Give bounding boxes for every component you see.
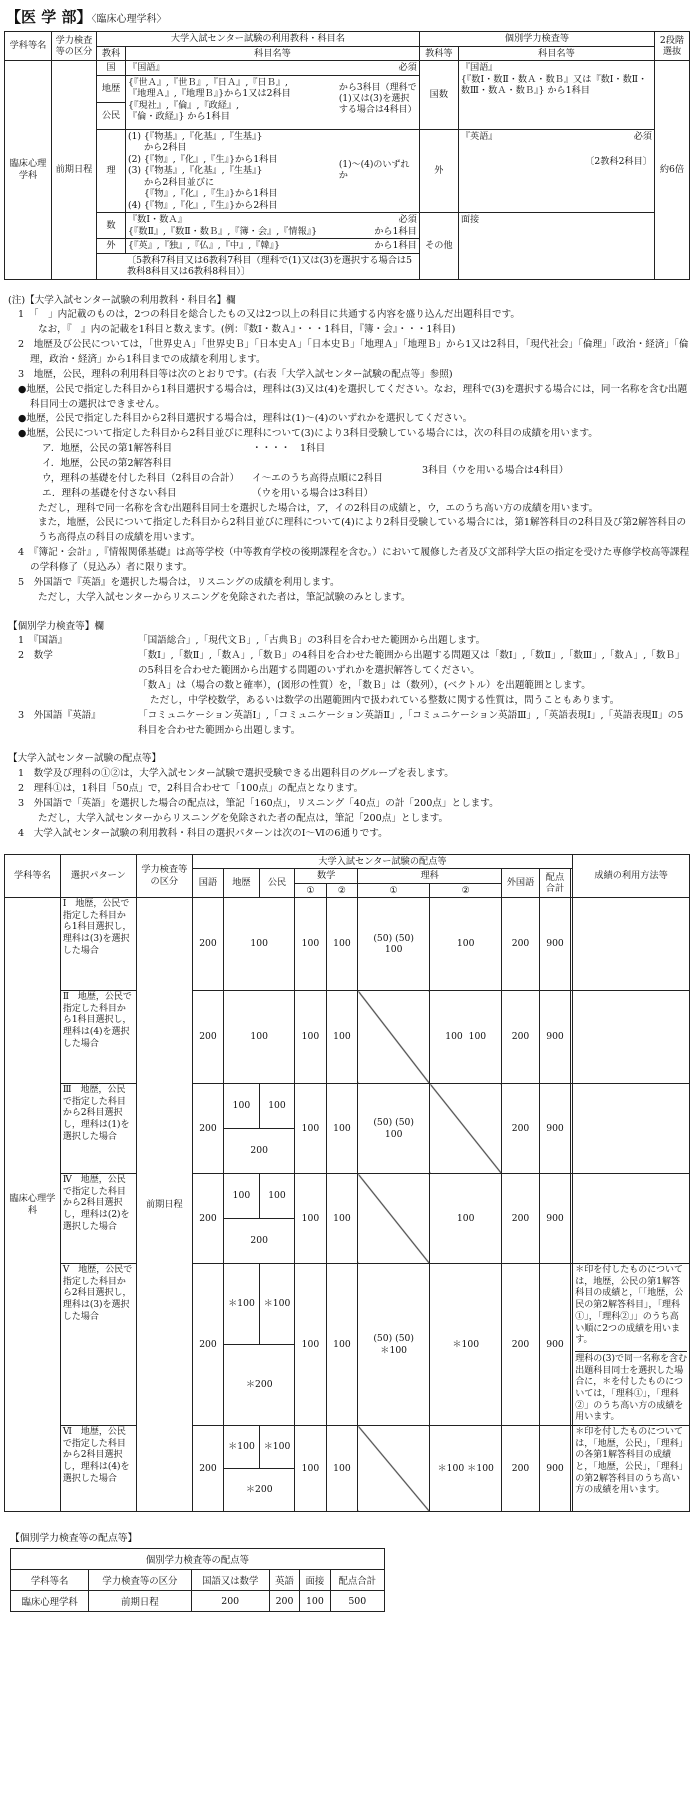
subject-table: 学科等名 学力検査等の区分 大学入試センター試験の利用教科・科目名 個別学力検査等 2段階選抜 教科 科目名等 教科等 科目名等 臨床心理学科 前期日程 国 『国語』 必須 国数 『国語』 {『数Ⅰ・数Ⅱ・数Ａ・数Ｂ』又は『数Ⅰ・数Ⅱ・数Ⅲ・数Ａ・数Ｂ』} から1科目 約6倍 地歴 公民 {『世Ａ』,『世Ｂ』,『日Ａ』,『日Ｂ』, 『地理Ａ』,『地理Ｂ』}から1又は2科目 {『現社』,『倫』,『政経』, 『倫・政経』} から1科目 から3科目（理科で(1)又は(3)を選択する場合は4科目） 理 (1) {『物基』,『化基』,『生基』} から2科目 (2) {『物』,『化』,『生』}から1科目 (3) {『物基』,『化基』,『生基』} から2科目並びに {『物』,『化』,『生』}から1科目 (4) {『物』,『化』,『生』}から2科目 (1)〜(4)のいずれか 外 『英語』 必須 〔2教科2科目〕 数 『数Ⅰ・数Ａ』 必須 {『数Ⅱ』,『数Ⅱ・数Ｂ』,『簿・会』,『情報』} から1科目 その他 面接 外 {『英』,『独』,『仏』,『中』,『韓』} から1科目 〔5教科7科目又は6教科7科目（理科で(1)又は(3)を選択する場合は5教科8科目又は6教科8科目）〕: [4, 31, 690, 280]
pattern-row: 臨床心理学科 Ⅰ 地歴，公民で指定した科目から1科目選択し，理科は(3)を選択した場合 前期日程 200 100 100 100 (50) (50) 100 100 200 900: [5, 898, 690, 991]
col-center: 大学入試センター試験の利用教科・科目名: [97, 32, 420, 47]
center-math: 『数Ⅰ・数Ａ』 必須 {『数Ⅱ』,『数Ⅱ・数Ｂ』,『簿・会』,『情報』} から1科目: [126, 213, 420, 239]
center-kokugo: 『国語』 必須: [126, 61, 420, 76]
col-division: 学力検査等の区分: [52, 32, 97, 61]
notes: (注)【大学入試センター試験の利用教科・科目名】欄 1 「 」内記載のものは，2つの科目を総合したもの又は2つ以上の科目に共通する内容を盛り込んだ出題科目です。 なお，『 』内の記載を1科目と数えます。(例：『数Ⅰ・数Ａ』・・・1科目，『簿・会』・・・1科目) 2 地歴及び公民については，「世界史Ａ」「世界史Ｂ」「日本史Ａ」「日本史Ｂ」「地理Ａ」「地理Ｂ」から1又は2科目，「現代社会」「倫理」「政治・経済」「倫理，政治・経済」から1科目までの成績を利用します。 3 地歴，公民，理科の利用科目等は次のとおりです。(右表「大学入試センター試験の配点等」参照) ●地歴，公民で指定した科目から1科目選択する場合は，理科は(3)又は(4)を選択してください。なお，理科で(3)を選択する場合には，同一名称を含む出題科目同士の選択はできません。 ●地歴，公民で指定した科目から2科目選択する場合は，理科は(1)〜(4)のいずれかを選択してください。 ●地歴，公民について指定した科目から2科目並びに理科について(3)により3科目受験している場合には，次の科目の成績を用います。 ア．地歴，公民の第1解答科目 イ．地歴，公民の第2解答科目 ウ，理科の基礎を付した科目（2科目の合計） エ．理科の基礎を付さない科目 ・・・・ 1科目 イ〜エのうち高得点順に2科目 （ウを用いる場合は3科目） 3科目（ウを用いる場合は4科目） ただし，理科で同一名称を含む出題科目同士を選択した場合は，ア，イの2科目の成績と，ウ，エのうち高い方の成績を用います。 また，地歴，公民について指定した科目から2科目並びに理科について(4)により2科目受験している場合には，第1解答科目の2科目及び第2解答科目のうち高得点の科目の成績を用います。 4 『簿記・会計』,『情報関係基礎』は高等学校（中等教育学校の後期課程を含む。）において履修した者及び文部科学大臣の指定を受けた専修学校高等課程の学科修了（見込み）者に限ります。 5 外国語で『英語』を選択した場合は，リスニングの成績を利用します。 ただし，大学入試センターからリスニングを免除された者は，筆記試験のみとします。 【個別学力検査等】欄 1 『国語』 「国語総合」,「現代文Ｂ」,「古典Ｂ」の3科目を合わせた範囲から出題します。 2 数学 「数Ⅰ」,「数Ⅱ」,「数Ａ」,「数Ｂ」の4科目を合わせた範囲から出題する問題又は「数Ⅰ」,「数Ⅱ」,「数Ⅲ」,「数Ａ」,「数Ｂ」の5科目を合わせた範囲から出題する問題のいずれかを選択解答してください。 「数Ａ」は（場合の数と確率），(図形の性質）を，「数Ｂ」は（数列），(ベクトル）を出題範囲とします。 ただし，中学校数学，あるいは数学の出題範囲内で扱われている整数に関する性質は，問うこともあります。 3 外国語『英語』 「コミュニケーション英語Ⅰ」,「コミュニケーション英語Ⅱ」,「コミュニケーション英語Ⅲ」,「英語表現Ⅰ」,「英語表現Ⅱ」の5科目を合わせた範囲から出題します。 【大学入試センター試験の配点等】 1 数学及び理科の①②は，大学入試センター試験で選択受験できる出題科目のグループを表します。 2 理科①は，1科目「50点」で，2科目合わせて「100点」の配点となります。 3 外国語で「英語」を選択した場合の配点は，筆記「160点」，リスニング「40点」の計「200点」とします。 ただし，大学入試センターからリスニングを免除された者の配点は，筆記「200点」とします。 4 大学入試センター試験の利用教科・科目の選択パターンは次のⅠ〜Ⅵの6通りです。: [8, 294, 690, 839]
center-science: (1) {『物基』,『化基』,『生基』} から2科目 (2) {『物』,『化』,『生』}から1科目 (3) {『物基』,『化基』,『生基』} から2科目並びに {『物』,『化』,『生』}から1科目 (4) {『物』,『化』,『生』}から2科目 (1)〜(4)のいずれか: [126, 129, 420, 213]
col-individual: 個別学力検査等: [419, 32, 654, 47]
pattern-row: Ⅲ 地歴，公民で指定した科目から2科目選択し，理科は(1)を選択した場合 200 100 100 100 100 (50) (50) 100 200 900: [5, 1084, 690, 1129]
pattern-row: Ⅴ 地歴，公民で指定した科目から2科目選択し，理科は(3)を選択した場合 200 ＊100 ＊100 100 100 (50) (50) ＊100 ＊100 200 900 ＊印を付したものについては，地歴，公民の第1解答科目の成績と，「「地歴，公民の第2解答科目」，「理科①」，「理科②」」のうち高い順に2つの成績を用います。 理科の(3)で同一名称を含む出題科目同士を選択した場合に，＊を付したものについては，「理科①」，「理科②」のうち高い方の成績を用います。: [5, 1264, 690, 1345]
division-cell: 前期日程: [52, 61, 97, 280]
indiv-interview: 面接: [458, 213, 654, 280]
col-two-stage: 2段階選抜: [655, 32, 690, 61]
center-chireki-koumin: {『世Ａ』,『世Ｂ』,『日Ａ』,『日Ｂ』, 『地理Ａ』,『地理Ｂ』}から1又は2科目 {『現社』,『倫』,『政経』, 『倫・政経』} から1科目 から3科目（理科で(1)又は(3)を選択する場合は4科目）: [126, 75, 420, 129]
dept-cell: 臨床心理学科: [5, 61, 52, 280]
pattern-row: Ⅱ 地歴，公民で指定した科目から1科目選択し，理科は(4)を選択した場合 200 100 100 100 100 100 200 900: [5, 991, 690, 1084]
center-total: 〔5教科7科目又は6教科7科目（理科で(1)又は(3)を選択する場合は5教科8科目又は6教科8科目）〕: [97, 253, 420, 279]
pattern-row: Ⅵ 地歴，公民で指定した科目から2科目選択し，理科は(4)を選択した場合 200 ＊100 ＊100 100 100 ＊100 ＊100 200 900 ＊印を付したものについては，「地歴，公民」，「理科」の各第1解答科目の成績と，「地歴，公民」，「理科」の第2解答科目のうち高い方の成績を用います。: [5, 1426, 690, 1469]
col-dept: 学科等名: [5, 32, 52, 61]
indiv-english: 『英語』 必須 〔2教科2科目〕: [458, 129, 654, 213]
indiv-score-caption: 【個別学力検査等の配点等】: [10, 1533, 138, 1545]
two-stage-value: 約6倍: [655, 61, 690, 280]
pattern-row: Ⅳ 地歴，公民で指定した科目から2科目選択し，理科は(2)を選択した場合 200 100 100 100 100 100 200 900: [5, 1174, 690, 1219]
center-foreign: {『英』,『独』,『仏』,『中』,『韓』} から1科目: [126, 239, 420, 254]
page-title: 【医 学 部】〈臨床心理学科〉: [6, 8, 167, 26]
indiv-score-table: 個別学力検査等の配点等 学科等名 学力検査等の区分 国語又は数学 英語 面接 配点合計 臨床心理学科 前期日程 200 200 100 500: [10, 1548, 385, 1612]
center-score-table: 学科等名 選択パターン 学力検査等の区分 大学入試センター試験の配点等 成績の利用方法等 国語 地歴 公民 数学 理科 外国語 配点合計 ① ② ① ② 臨床心理学科 Ⅰ 地歴，公民で指定した科目から1科目選択し，理科は(3)を選択した場合 前期日程 200 100 100 100 (50) (50) 100 100 200 900 Ⅱ 地歴，公民で指定した科目から1科目選択し，理科は(4)を選択した場合 200 100 100 100 100 100 200 900 Ⅲ 地歴，公民で指定した科目から2科目選択し，理科は(1)を選択した場合 200 100 100 100 100 (50) (50) 100 200 900 200 Ⅳ 地歴，公民で指定した科目から2科目選択し，理科は(2)を選択した場合 200 100 100 100 100 100 200 900 200 Ⅴ 地歴，公民で指定した科目から2科目選択し，理科は(3)を選択した場合 200 ＊100 ＊100 100 100 (50) (50) ＊100 ＊100 200 900 ＊印を付したものについては，地歴，公民の第1解答科目の成績と，「「地歴，公民の第2解答科目」，「理科①」，「理科②」」のうち高い順に2つの成績を用います。 理科の(3)で同一名称を含む出題科目同士を選択した場合に，＊を付したものについては，「理科①」，「理科②」のうち高い方の成績を用います。 ＊200 Ⅵ 地歴，公民で指定した科目から2科目選択し，理科は(4)を選択した場合 200 ＊100 ＊100 100 100 ＊100 ＊100 200 900 ＊印を付したものについては，「地歴，公民」，「理科」の各第1解答科目の成績と，「地歴，公民」，「理科」の第2解答科目のうち高い方の成績を用います。 ＊200: [4, 854, 690, 1512]
page-subtitle: 〈臨床心理学科〉: [91, 14, 167, 25]
indiv-kokusu: 『国語』 {『数Ⅰ・数Ⅱ・数Ａ・数Ｂ』又は『数Ⅰ・数Ⅱ・数Ⅲ・数Ａ・数Ｂ』} から1科目: [458, 61, 654, 130]
